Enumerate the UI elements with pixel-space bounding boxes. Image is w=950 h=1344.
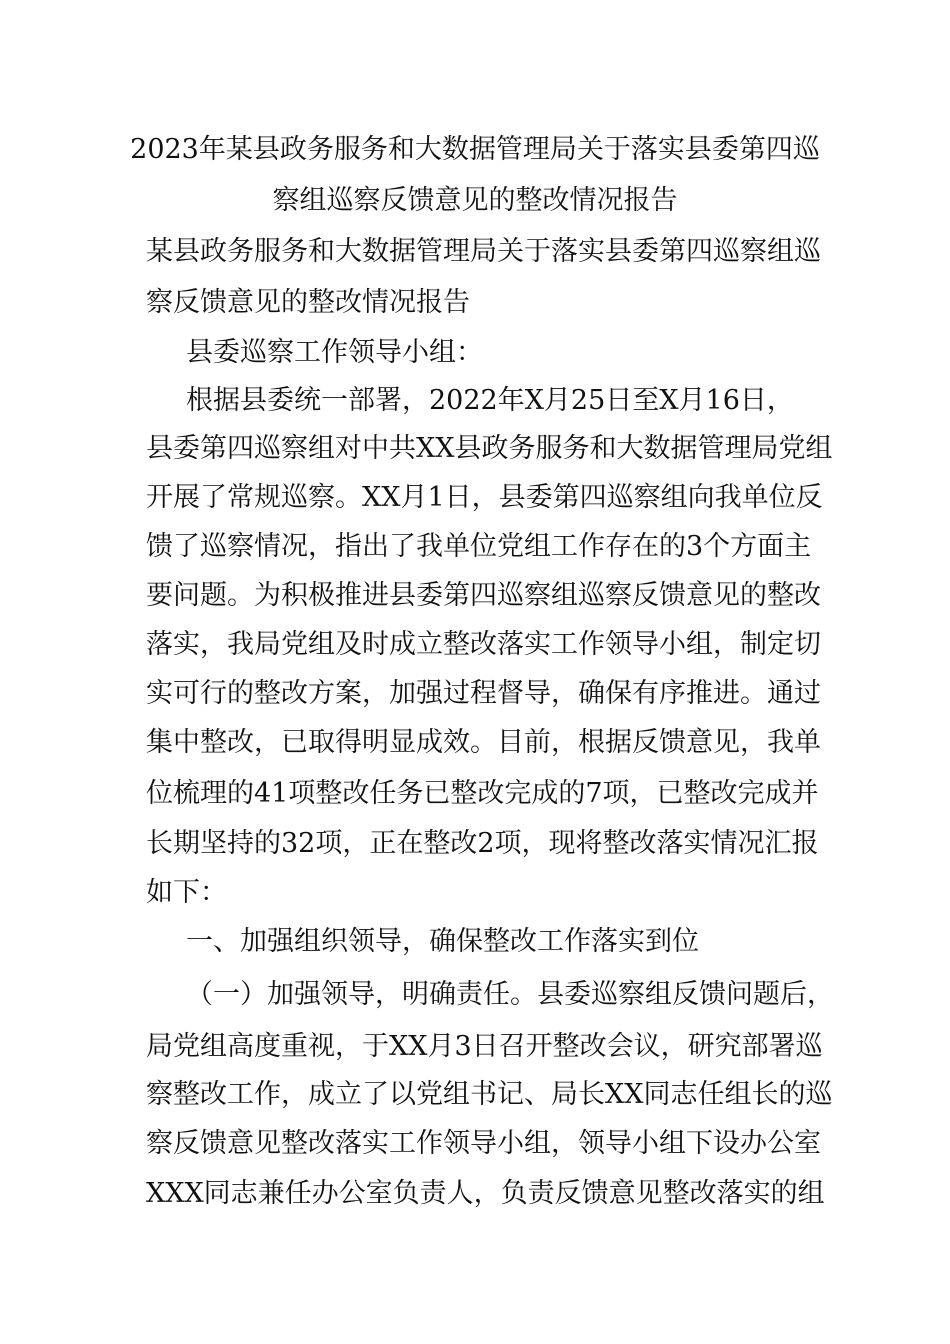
paragraph-1-line-2: 县委第四巡察组对中共XX县政务服务和大数据管理局党组 — [146, 433, 833, 464]
subtitle-line-2: 察反馈意见的整改情况报告 — [146, 287, 470, 318]
paragraph-1-line-6: 落实，我局党组及时成立整改落实工作领导小组，制定切 — [146, 629, 821, 660]
paragraph-1-line-8: 集中整改，已取得明显成效。目前，根据反馈意见，我单 — [146, 727, 821, 758]
paragraph-2-line-2: 局党组高度重视，于XX月3日召开整改会议，研究部署巡 — [146, 1031, 823, 1062]
paragraph-2-line-1: （一）加强领导，明确责任。县委巡察组反馈问题后， — [186, 979, 834, 1010]
paragraph-2-line-5: XXX同志兼任办公室负责人，负责反馈意见整改落实的组 — [146, 1178, 825, 1209]
paragraph-2-line-3: 察整改工作，成立了以党组书记、局长XX同志任组长的巡 — [146, 1079, 833, 1110]
subtitle-line-1: 某县政务服务和大数据管理局关于落实县委第四巡察组巡 — [146, 236, 821, 267]
paragraph-1-line-9: 位梳理的41项整改任务已整改完成的7项，已整改完成并 — [146, 778, 819, 809]
salutation: 县委巡察工作领导小组： — [186, 337, 483, 368]
paragraph-1-line-1: 根据县委统一部署，2022年X月25日至X月16日， — [186, 385, 794, 416]
paragraph-1-line-3: 开展了常规巡察。XX月1日，县委第四巡察组向我单位反 — [146, 482, 823, 513]
paragraph-1-line-11: 如下： — [146, 877, 227, 908]
paragraph-1-line-7: 实可行的整改方案，加强过程督导，确保有序推进。通过 — [146, 678, 821, 709]
document-title-line-1: 2023年某县政务服务和大数据管理局关于落实县委第四巡 — [130, 134, 820, 165]
section-heading-1: 一、加强组织领导，确保整改工作落实到位 — [186, 926, 699, 957]
paragraph-1-line-10: 长期坚持的32项，正在整改2项，现将整改落实情况汇报 — [146, 828, 819, 859]
paragraph-1-line-4: 馈了巡察情况，指出了我单位党组工作存在的3个方面主 — [146, 531, 812, 562]
document-title-line-2: 察组巡察反馈意见的整改情况报告 — [272, 185, 678, 216]
paragraph-1-line-5: 要问题。为积极推进县委第四巡察组巡察反馈意见的整改 — [146, 580, 821, 611]
paragraph-2-line-4: 察反馈意见整改落实工作领导小组，领导小组下设办公室 — [146, 1128, 821, 1159]
